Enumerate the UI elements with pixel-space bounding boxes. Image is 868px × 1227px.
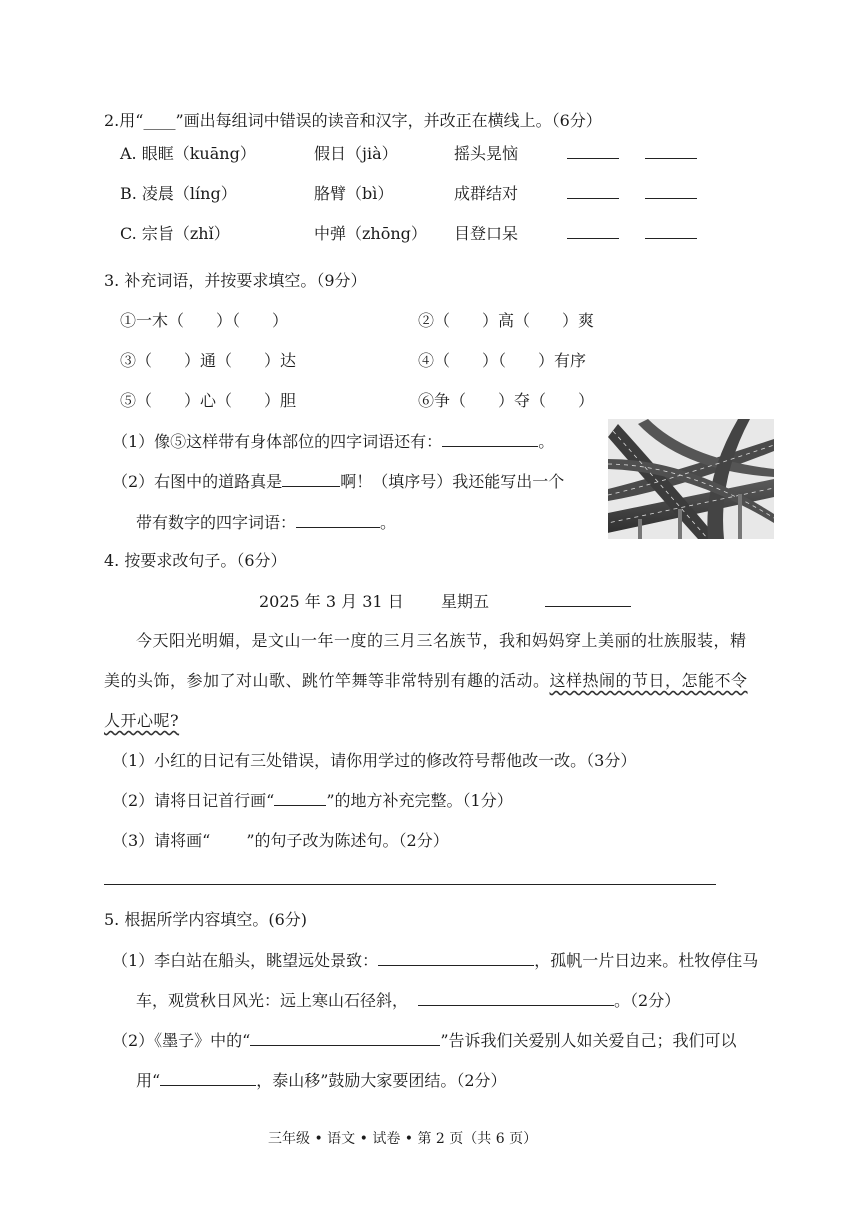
q2-row-c-word3: 目登口呆 xyxy=(454,224,519,243)
q2-row-b-word2: 胳臂（bì） xyxy=(314,184,394,203)
q2-row-a-word2: 假日（jià） xyxy=(314,144,398,163)
q3-sub1 xyxy=(112,429,554,452)
q4-title: 4. 按要求改句子。（6分） xyxy=(104,551,287,570)
q5-title: 5. 根据所学内容填空。(6分) xyxy=(104,910,308,929)
q4-diary-line-2 xyxy=(104,668,748,691)
q3-sub1-blank[interactable] xyxy=(442,432,538,447)
q3-item-4[interactable]: ④（ ）（ ）有序 xyxy=(418,351,587,370)
q4-sub3-wavy-marker xyxy=(210,831,246,850)
q2-row-a-word3: 摇头晃恼 xyxy=(454,144,519,163)
q4-sub3-text-2: ”的句子改为陈述句。（2分） xyxy=(246,831,449,850)
q4-diary-date: 2025 年 3 月 31 日 xyxy=(259,592,404,611)
q5-line-4-text-2: ，泰山移”鼓励大家要团结。（2分） xyxy=(256,1071,507,1090)
q2-row-c-answer-2[interactable] xyxy=(645,238,697,239)
q3-sub2-blank-1[interactable] xyxy=(282,472,340,487)
q4-diary-line-3: 人开心呢? xyxy=(104,711,180,730)
q5-line-1-text: （1）李白站在船头，眺望远处景致： xyxy=(112,951,379,970)
q3-sub2 xyxy=(112,469,564,492)
q4-sub2-text-2: ”的地方补充完整。（1分） xyxy=(326,791,513,810)
q2-row-b-word1: B. 凌晨（líng） xyxy=(120,184,237,203)
q3-sub1-text: （1）像⑤这样带有身体部位的四字词语还有： xyxy=(112,432,443,451)
q4-weather-blank[interactable] xyxy=(545,606,631,607)
q4-diary-line-1: 今天阳光明媚，是文山一年一度的三月三名族节，我和妈妈穿上美丽的壮族服装，精 xyxy=(136,631,747,650)
q5-line-2 xyxy=(136,988,680,1011)
q5-line-4 xyxy=(136,1068,507,1091)
q4-diary-weekday: 星期五 xyxy=(441,592,490,611)
q4-sub2 xyxy=(112,788,513,811)
q2-row-c-word1: C. 宗旨（zhǐ） xyxy=(120,224,230,243)
q4-sub3 xyxy=(112,828,449,851)
q4-wavy-sentence: 这样热闹的节日，怎能不令 xyxy=(549,671,748,690)
q5-blank-3[interactable] xyxy=(250,1031,440,1046)
q2-row-b-answer-2[interactable] xyxy=(645,198,697,199)
page-footer: 三年级 • 语文 • 试卷 • 第 2 页（共 6 页） xyxy=(268,1131,538,1147)
highway-interchange-image xyxy=(608,419,774,539)
q4-sub3-text: （3）请将画“ xyxy=(112,831,211,850)
q3-sub2-end: 。 xyxy=(380,513,397,532)
q5-line-2-text: 车，观赏秋日风光：远上寒山石径斜， xyxy=(136,991,409,1010)
q3-sub1-end: 。 xyxy=(538,432,555,451)
q2-row-c-word2: 中弹（zhōng） xyxy=(314,224,427,243)
q3-item-6[interactable]: ⑥争（ ）夺（ ） xyxy=(418,391,595,410)
q3-item-1[interactable]: ①一木（ ）（ ） xyxy=(120,311,289,330)
q3-sub2-text-3: 带有数字的四字词语： xyxy=(136,513,297,532)
q3-item-2[interactable]: ②（ ）高（ ）爽 xyxy=(418,311,595,330)
q2-row-b-word3: 成群结对 xyxy=(454,184,519,203)
q5-blank-2[interactable] xyxy=(418,991,614,1006)
q3-sub2-text-2: 啊！（填序号）我还能写出一个 xyxy=(340,472,565,491)
q5-line-4-text: 用“ xyxy=(136,1071,161,1090)
q4-sub2-marker xyxy=(274,791,326,806)
q3-sub2-text: （2）右图中的道路真是 xyxy=(112,472,283,491)
q3-item-5[interactable]: ⑤（ ）心（ ）胆 xyxy=(120,391,297,410)
q5-line-3-text: （2）《墨子》中的“ xyxy=(112,1031,251,1050)
q4-sub1: （1）小红的日记有三处错误，请你用学过的修改符号帮他改一改。（3分） xyxy=(112,751,637,770)
q2-row-c-answer-1[interactable] xyxy=(567,238,619,239)
q4-answer-line[interactable] xyxy=(104,884,716,885)
q4-sub2-text: （2）请将日记首行画“ xyxy=(112,791,275,810)
q2-row-a-answer-2[interactable] xyxy=(645,158,697,159)
q5-blank-1[interactable] xyxy=(378,951,534,966)
q3-item-3[interactable]: ③（ ）通（ ）达 xyxy=(120,351,297,370)
q3-sub2-blank-2[interactable] xyxy=(296,513,380,528)
q5-line-3-text-2: ”告诉我们关爱别人如关爱自己；我们可以 xyxy=(440,1031,737,1050)
q3-sub2-line2 xyxy=(136,510,396,533)
q5-blank-4[interactable] xyxy=(160,1071,256,1086)
q2-row-a-word1: A. 眼眶（kuāng） xyxy=(120,144,256,163)
q5-line-1-text-2: ，孤帆一片日边来。杜牧停住马 xyxy=(534,951,759,970)
q5-line-3 xyxy=(112,1028,737,1051)
q2-row-b-answer-1[interactable] xyxy=(567,198,619,199)
q3-title: 3. 补充词语，并按要求填空。（9分） xyxy=(104,271,367,290)
q5-line-1 xyxy=(112,948,758,971)
q4-diary-text: 美的头饰，参加了对山歌、跳竹竿舞等非常特别有趣的活动。 xyxy=(104,671,550,690)
q5-line-2-text-2: 。（2分） xyxy=(614,991,681,1010)
q2-title: 2.用“____”画出每组词中错误的读音和汉字，并改正在横线上。（6分） xyxy=(104,111,602,130)
q2-row-a-answer-1[interactable] xyxy=(567,158,619,159)
